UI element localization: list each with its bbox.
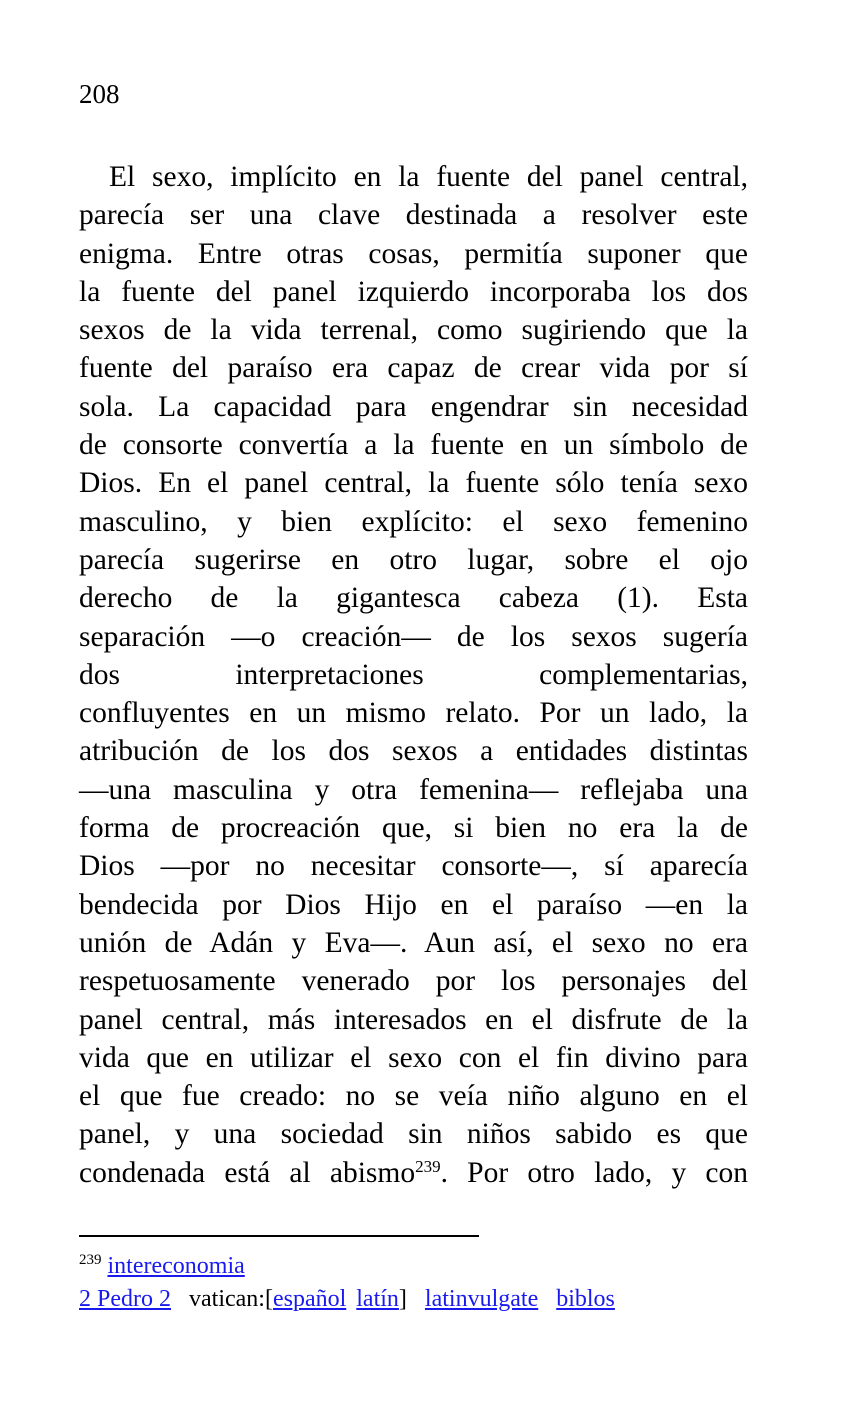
text-line: El sexo, implícito en la fuente del panel central,: [109, 161, 748, 193]
text-line: panel central, más interesados en el disfrute de la: [79, 1003, 748, 1036]
page-number: 208: [79, 79, 120, 109]
text-line: sola. La capacidad para engendrar sin necesidad: [79, 390, 748, 423]
text-line: forma de procreación que, si bien no era la de: [79, 812, 748, 845]
text-line: fuente del paraíso era capaz de crear vida por sí: [79, 352, 748, 385]
bracket-close: ]: [398, 1286, 407, 1312]
footnote: [79, 1251, 245, 1281]
text-line: unión de Adán y Eva—. Aun así, el sexo no era: [79, 926, 748, 959]
text-line: bendecida por Dios Hijo en el paraíso —en la: [79, 888, 748, 921]
footnote-reference: 239: [415, 1156, 441, 1176]
text-line: de consorte convertía a la fuente en un símbolo de: [79, 429, 748, 462]
text-segment: . Por otro lado, y con: [440, 1156, 748, 1189]
text-line: —una masculina y otra femenina— reflejaba una: [79, 773, 748, 806]
link-biblos[interactable]: biblos: [556, 1286, 615, 1312]
text-line: el que fue creado: no se veía niño alguno en el: [79, 1080, 748, 1113]
text-line: Dios. En el panel central, la fuente sólo tenía sexo: [79, 467, 748, 500]
text-line: atribución de los dos sexos a entidades distintas: [79, 735, 748, 768]
text-line: masculino, y bien explícito: el sexo femenino: [79, 505, 748, 538]
text-segment: condenada está al abismo: [79, 1156, 416, 1189]
text-line: derecho de la gigantesca cabeza (1). Esta: [79, 582, 748, 615]
text-line: parecía ser una clave destinada a resolver este: [79, 199, 748, 232]
body-paragraph: [79, 158, 748, 1192]
footnote-links: [79, 1284, 615, 1314]
text-line: respetuosamente venerado por los personajes del: [79, 965, 748, 998]
footnote-number: 239: [79, 1252, 102, 1268]
footnote-separator: [79, 1235, 479, 1237]
text-line: panel, y una sociedad sin niños sabido es que: [79, 1118, 748, 1151]
link-latinvulgate[interactable]: latinvulgate: [424, 1286, 539, 1312]
text-line-last: [79, 1154, 748, 1192]
vatican-prefix: vatican:[: [189, 1286, 273, 1312]
text-line: dos interpretaciones complementarias,: [79, 658, 748, 691]
text-line: vida que en utilizar el sexo con el fin divino para: [79, 1041, 748, 1074]
text-line: Dios —por no necesitar consorte—, sí aparecía: [79, 850, 748, 883]
text-line: la fuente del panel izquierdo incorporaba los dos: [79, 275, 748, 308]
text-line: enigma. Entre otras cosas, permitía suponer que: [79, 237, 748, 270]
link-espanol[interactable]: español: [272, 1286, 347, 1312]
link-intereconomia[interactable]: intereconomia: [107, 1253, 245, 1279]
text-line: separación —o creación— de los sexos sugería: [79, 620, 748, 653]
text-line: sexos de la vida terrenal, como sugiriendo que la: [79, 314, 748, 347]
text-line: parecía sugerirse en otro lugar, sobre el ojo: [79, 543, 748, 576]
text-line: confluyentes en un mismo relato. Por un lado, la: [79, 697, 748, 730]
link-2-pedro-2[interactable]: 2 Pedro 2: [79, 1286, 171, 1312]
link-latin[interactable]: latín: [356, 1286, 399, 1312]
